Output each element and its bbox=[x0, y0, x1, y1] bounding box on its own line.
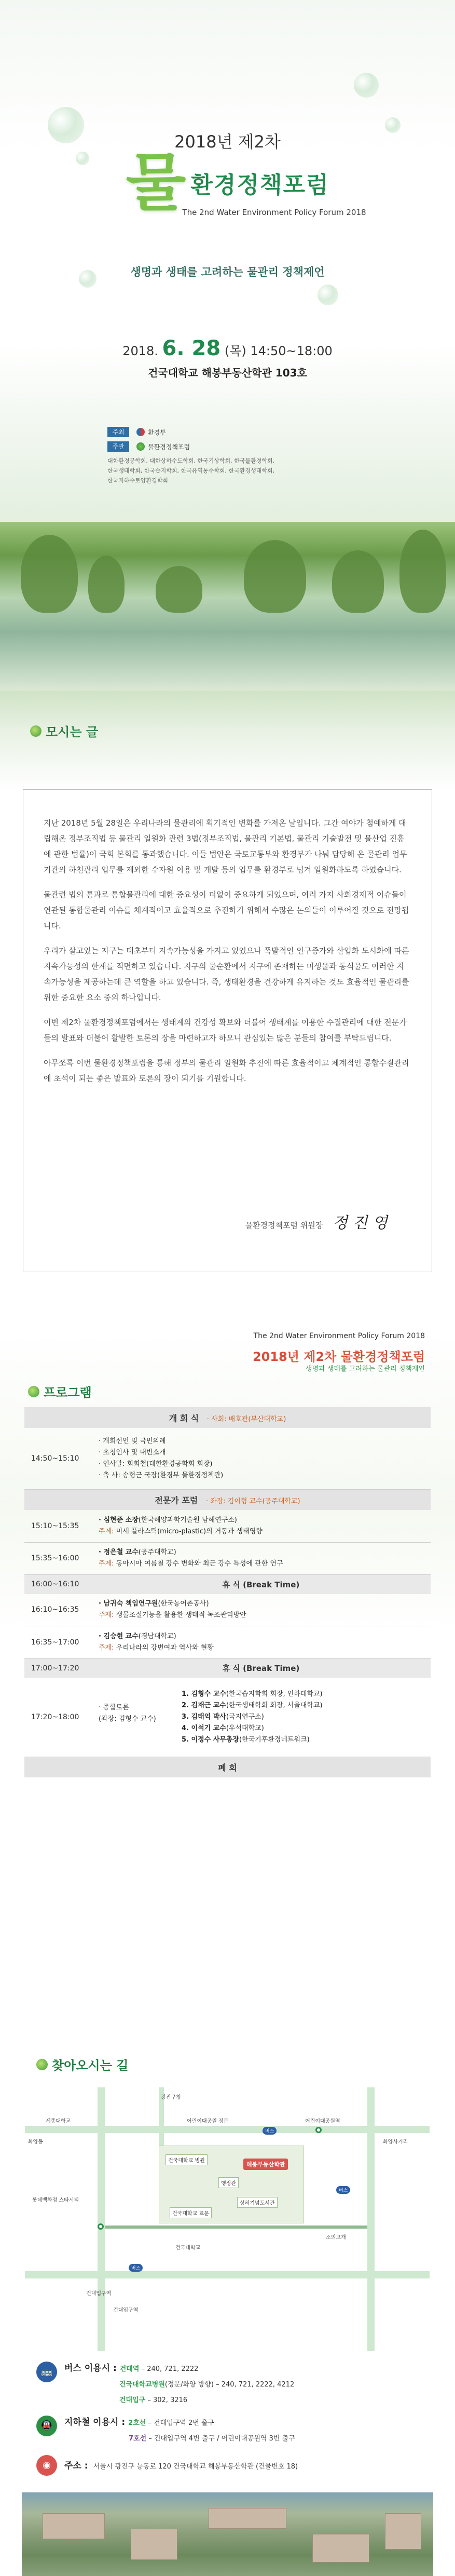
leaf-icon bbox=[28, 1386, 39, 1397]
break-label: 휴 식 (Break Time) bbox=[91, 1658, 431, 1678]
program-forum-subtitle: 생명과 생태를 고려하는 물관리 정책제언 bbox=[305, 1365, 425, 1373]
map-label-station-bottom: 건대입구역 bbox=[113, 2308, 139, 2313]
bus-line-value: (정문/화양 방향) – 240, 721, 2222, 4212 bbox=[164, 2381, 295, 2389]
building-shape bbox=[312, 2534, 369, 2562]
speaker-name: · 정은철 교수 bbox=[99, 1548, 139, 1556]
leaf-icon bbox=[36, 2059, 48, 2070]
panel-name: 3. 김태억 박사 bbox=[182, 1712, 226, 1721]
building-shape bbox=[43, 2513, 105, 2539]
greeting-title bbox=[30, 722, 98, 740]
campus-gate: 건국대학교 교문 bbox=[170, 2207, 212, 2218]
subway-line-label: 7호선 bbox=[129, 2435, 147, 2443]
discussion-chair: (좌장: 김형수 교수) bbox=[99, 1715, 156, 1723]
speaker-name: · 남귀숙 책임연구원 bbox=[99, 1600, 158, 1608]
topic-text: 동아시아 여름철 강수 변화와 최근 강수 특성에 관한 연구 bbox=[114, 1560, 283, 1568]
subway-head: 지하철 이용시 : bbox=[64, 2417, 126, 2427]
greeting-header bbox=[0, 691, 455, 789]
content-cell bbox=[91, 1510, 431, 1542]
subway-icon: 🚇 bbox=[36, 2416, 57, 2436]
section-label: 개 회 식 bbox=[169, 1413, 199, 1423]
subway-line-label: 2호선 bbox=[128, 2419, 146, 2427]
signature-name: 정 진 영 bbox=[332, 1214, 388, 1232]
water-drop-icon bbox=[318, 285, 338, 305]
bus-line-value: – 240, 721, 2222 bbox=[139, 2365, 199, 2373]
lake-landscape-image bbox=[0, 522, 455, 691]
bus-line-label: 건국대학교병원 bbox=[119, 2381, 165, 2389]
bus-head: 버스 이용시 : bbox=[64, 2363, 117, 2373]
host-info bbox=[107, 427, 377, 485]
speaker-name: · 심현준 소장 bbox=[99, 1516, 139, 1524]
section-header-expert bbox=[24, 1489, 431, 1510]
ministry-logo-icon bbox=[136, 428, 145, 436]
program-top-en: The 2nd Water Environment Policy Forum 2018 bbox=[253, 1332, 425, 1340]
hero-banner bbox=[0, 0, 455, 691]
directions-title bbox=[36, 2055, 128, 2073]
topic-text: 미세 플라스틱(micro-plastic)의 거동과 생태영향 bbox=[114, 1527, 263, 1535]
bus-icon: 🚌 bbox=[36, 2362, 57, 2382]
subway-line-value: – 건대입구역 2번 출구 bbox=[146, 2419, 215, 2427]
map-label-lotte: 롯데백화점 스타시티 bbox=[32, 2197, 79, 2203]
content-cell bbox=[91, 1594, 431, 1626]
panel-name: 5. 이정수 사무총장 bbox=[182, 1735, 239, 1744]
greeting-text bbox=[44, 815, 411, 1096]
tree-shape bbox=[156, 566, 202, 613]
speaker-affil: (공주대학교) bbox=[138, 1548, 176, 1556]
time-cell: 17:00~17:20 bbox=[24, 1658, 91, 1678]
topic-label: 주제: bbox=[99, 1611, 114, 1620]
subway-directions bbox=[64, 2415, 417, 2447]
section-header-opening bbox=[24, 1407, 431, 1428]
content-cell bbox=[91, 1626, 431, 1658]
host-tag: 주최 bbox=[107, 427, 129, 437]
opening-item: · 인사말: 회회철(대한환경공학회 회장) bbox=[99, 1460, 213, 1468]
water-drop-icon bbox=[354, 73, 379, 98]
address-value: 서울시 광진구 능동로 120 건국대학교 해봉부동산학관 (건물번호 18) bbox=[91, 2463, 298, 2471]
date-time: (목) 14:50~18:00 bbox=[224, 344, 333, 358]
host-name: 환경부 bbox=[148, 428, 166, 436]
time-cell: 15:35~16:00 bbox=[24, 1542, 91, 1574]
venue-marker: 해봉부동산학관 bbox=[243, 2159, 288, 2170]
organizer-tag: 주관 bbox=[107, 441, 129, 452]
content-cell bbox=[91, 1542, 431, 1574]
organizer-name: 물환경정책포럼 bbox=[148, 443, 190, 451]
subway-station-icon bbox=[315, 2127, 322, 2133]
program-forum-title: 2018년 제2차 물환경정책포럼 bbox=[252, 1350, 425, 1364]
topic-label: 주제: bbox=[99, 1527, 114, 1535]
forum-title-text: 환경정책포럼 bbox=[190, 172, 329, 198]
date-day: 6. 28 bbox=[162, 336, 221, 360]
address-head: 주소 : bbox=[64, 2461, 88, 2471]
forum-date bbox=[0, 336, 455, 360]
library-building: 상허기념도서관 bbox=[237, 2197, 278, 2208]
table-row bbox=[24, 1428, 431, 1489]
forum-subtitle: 생명과 생태를 고려하는 물관리 정책제언 bbox=[130, 266, 325, 278]
program-title bbox=[28, 1382, 92, 1400]
topic-label: 주제: bbox=[99, 1560, 114, 1568]
tree-shape bbox=[332, 550, 384, 613]
opening-item: · 개회선언 및 국민의례 bbox=[99, 1437, 166, 1445]
panel-affil: (우석대학교) bbox=[226, 1724, 264, 1732]
greeting-paragraph: 지난 2018년 5월 28일은 우리나라의 물관리에 획기적인 변화를 가져온 날입니다. 그간 여야가 첨예하게 대립해온 정부조직법 등 물관리 일원화 관련 3법(정부조직법, 물관리 기본법, 물관리 기술발전 및 물산업 진흥에 관한 법률)이 국회 본회를 통과했습니다. 이들 법안은 국토교통부와 환경부가 나눠 담당해 온 물관리 업무 기관의 하천관리 업무를 제외한 수자원 이용 및 개발 등의 업무를 환경부로 넘겨 일원화하도록 하였습니다. bbox=[44, 818, 407, 874]
bus-line-label: 건대역 bbox=[119, 2365, 140, 2373]
road bbox=[367, 2087, 375, 2351]
time-cell: 16:00~16:10 bbox=[24, 1574, 91, 1594]
topic-text: 생물조절기능을 활용한 생태적 녹조관리방안 bbox=[114, 1611, 246, 1620]
speaker-name: · 김승현 교수 bbox=[99, 1632, 139, 1640]
opening-item: · 초청인사 및 내빈소개 bbox=[99, 1448, 166, 1456]
campus-area bbox=[159, 2146, 304, 2223]
tree-shape bbox=[244, 540, 306, 613]
map-label-exit: 건대입구역 bbox=[86, 2291, 112, 2297]
map-label-hwayang-intersection: 화양사거리 bbox=[383, 2139, 408, 2145]
building-shape bbox=[209, 2508, 286, 2529]
greeting-paragraph: 이번 제2차 물환경정책포럼에서는 생태계의 건강성 확보와 더불어 생태계를 이용한 수질관리에 대한 전문가들의 발표와 더불어 활발한 토론의 장을 마련하고자 하오니 관심있는 많은 분들의 참여를 부탁드립니다. bbox=[44, 1018, 407, 1043]
speaker-affil: (경남대학교) bbox=[138, 1632, 176, 1640]
opening-item: · 축 사: 송형근 국장(환경부 물환경정책관) bbox=[99, 1471, 224, 1479]
subway-station-icon bbox=[98, 2223, 104, 2230]
speaker-affil: (한국해양과학기술원 남해연구소) bbox=[138, 1516, 237, 1524]
forum-logo-icon bbox=[136, 442, 145, 451]
break-row bbox=[24, 1574, 431, 1594]
cohost-line: 한국생태학회, 한국습지학회, 한국유역통수학회, 한국환경생태학회, bbox=[107, 467, 275, 474]
speaker-affil: (한국농어촌공사) bbox=[158, 1600, 209, 1608]
panel-affil: (국지연구소) bbox=[226, 1712, 264, 1721]
hospital-building: 건국대학교 병원 bbox=[166, 2154, 208, 2165]
panel-name: 2. 김재근 교수 bbox=[182, 1701, 226, 1709]
greeting-paragraph: 물관련 법의 통과로 통합물관리에 대한 중요성이 더없이 중요하게 되었으며, 여러 가지 사회경제적 이슈들이 연관된 통합물관리 이슈를 체계적이고 효율적으로 추진하기 위해서 수많은 논의들이 이루어질 것으로 전망됩니다. bbox=[44, 890, 409, 930]
tree-shape bbox=[21, 535, 78, 613]
map-label-sejong: 세종대학교 bbox=[46, 2119, 71, 2124]
time-cell: 16:10~16:35 bbox=[24, 1594, 91, 1626]
table-row bbox=[24, 1626, 431, 1658]
panel-name: 1. 김형수 교수 bbox=[182, 1690, 226, 1698]
cohost-line: 대한환경공학회, 대한상하수도학회, 한국기상학회, 한국물환경학회, bbox=[107, 457, 275, 464]
location-pin-icon: ◉ bbox=[36, 2455, 57, 2476]
host-row bbox=[107, 427, 377, 437]
map-label-park-gate: 어린이대공원 정문 bbox=[187, 2119, 229, 2124]
date-prefix: 2018. bbox=[122, 344, 158, 358]
organizer-row bbox=[107, 441, 377, 452]
directions-title-text: 찾아오시는 길 bbox=[52, 2058, 129, 2073]
discussion-title: · 종합토론 bbox=[99, 1703, 129, 1711]
bus-directions bbox=[64, 2361, 417, 2408]
panel-affil: (한국습지학회 회장, 인하대학교) bbox=[226, 1690, 323, 1698]
bus-stop-icon: 버스 bbox=[263, 2127, 277, 2135]
content-cell bbox=[91, 1428, 431, 1489]
table-row bbox=[24, 1542, 431, 1574]
map-label-cow-hill: 소의고개 bbox=[326, 2235, 346, 2241]
bus-stop-icon: 버스 bbox=[336, 2186, 350, 2194]
admin-building: 행정관 bbox=[218, 2177, 239, 2188]
time-cell: 15:10~15:35 bbox=[24, 1510, 91, 1542]
forum-venue: 건국대학교 해봉부동산학관 103호 bbox=[148, 367, 307, 379]
bus-stop-icon: 버스 bbox=[129, 2264, 143, 2272]
break-label: 휴 식 (Break Time) bbox=[91, 1574, 431, 1594]
building-shape bbox=[385, 2513, 421, 2550]
topic-label: 주제: bbox=[99, 1643, 114, 1652]
map-label-campus: 건국대학교 bbox=[175, 2245, 201, 2251]
forum-title-en: The 2nd Water Environment Policy Forum 2018 bbox=[182, 208, 366, 217]
section-note: · 좌장: 김이형 교수(공주대학교) bbox=[205, 1497, 300, 1505]
greeting-signature bbox=[245, 1210, 388, 1233]
table-row bbox=[24, 1510, 431, 1542]
tree-shape bbox=[88, 556, 125, 613]
program-table bbox=[24, 1407, 431, 1777]
table-row bbox=[24, 1678, 431, 1757]
map-label-park-station: 어린이대공원역 bbox=[305, 2119, 340, 2124]
greeting-title-text: 모시는 글 bbox=[46, 725, 99, 739]
building-shape bbox=[131, 2529, 177, 2560]
time-cell: 16:35~17:00 bbox=[24, 1626, 91, 1658]
address bbox=[64, 2458, 417, 2475]
campus-map bbox=[25, 2087, 430, 2351]
forum-edition: 2018년 제2차 bbox=[174, 132, 281, 152]
section-label: 전문가 포럼 bbox=[155, 1495, 198, 1505]
section-header-cell bbox=[24, 1407, 431, 1428]
greeting-paragraph: 아무쪼록 이번 물환경정책포럼을 통해 정부의 물관리 일원화 추진에 따른 효율적이고 체계적인 통합수질관리에 초석이 되는 좋은 발표와 토론의 장이 되기를 기원합니다. bbox=[44, 1058, 409, 1083]
signature-org: 물환경정책포럼 위원장 bbox=[245, 1221, 323, 1230]
forum-title-calligraphy: 물 bbox=[126, 146, 186, 219]
tree-shape bbox=[399, 530, 446, 613]
panel-affil: (한국기후환경네트워크) bbox=[239, 1735, 310, 1744]
panel-affil: (한국생태학회 회장, 서울대학교) bbox=[226, 1701, 323, 1709]
panel-name: 4. 이석기 교수 bbox=[182, 1724, 226, 1732]
subway-line bbox=[105, 2226, 367, 2229]
bus-line-value: – 302, 3216 bbox=[145, 2396, 188, 2404]
table-row bbox=[24, 1594, 431, 1626]
break-row bbox=[24, 1658, 431, 1678]
cohost-line: 한국지하수토양환경학회 bbox=[107, 477, 168, 484]
campus-aerial-photo bbox=[22, 2492, 433, 2576]
section-header-closing bbox=[24, 1757, 431, 1777]
subway-line-value: – 건대입구역 4번 출구 / 어린이대공원역 3번 출구 bbox=[146, 2435, 295, 2443]
cohost-list bbox=[107, 456, 377, 485]
bus-line-label: 건대입구 bbox=[119, 2396, 146, 2404]
closing-label: 폐 회 bbox=[24, 1757, 431, 1777]
time-cell: 14:50~15:10 bbox=[24, 1428, 91, 1489]
topic-text: 우리나라의 강변여과 역사와 현황 bbox=[114, 1643, 214, 1652]
section-header-cell bbox=[24, 1489, 431, 1510]
forum-title bbox=[0, 146, 455, 219]
section-note: · 사회: 배호관(부산대학교) bbox=[206, 1415, 286, 1423]
map-label-hwayang: 화양동 bbox=[28, 2139, 43, 2145]
road bbox=[98, 2087, 105, 2351]
map-label-top-road: 광진구청 bbox=[161, 2095, 181, 2100]
content-cell bbox=[91, 1678, 431, 1757]
time-cell: 17:20~18:00 bbox=[24, 1678, 91, 1757]
program-title-text: 프로그램 bbox=[44, 1385, 92, 1400]
greeting-paragraph: 우리가 살고있는 지구는 태초부터 지속가능성을 가지고 있었으나 폭발적인 인구증가와 산업화 도시화에 따른 지속가능성의 한계를 직면하고 있습니다. 지구의 물순환에서 지구에 존재하는 미생물과 동식물도 이러한 지속가능성을 제공하는데 큰 역할을 하고 있습니다. 즉, 생태환경을 건강하게 유지하는 것도 효율적인 물관리를 위한 중요한 요소 중의 하나입니다. bbox=[44, 946, 409, 1002]
leaf-icon bbox=[30, 725, 42, 737]
